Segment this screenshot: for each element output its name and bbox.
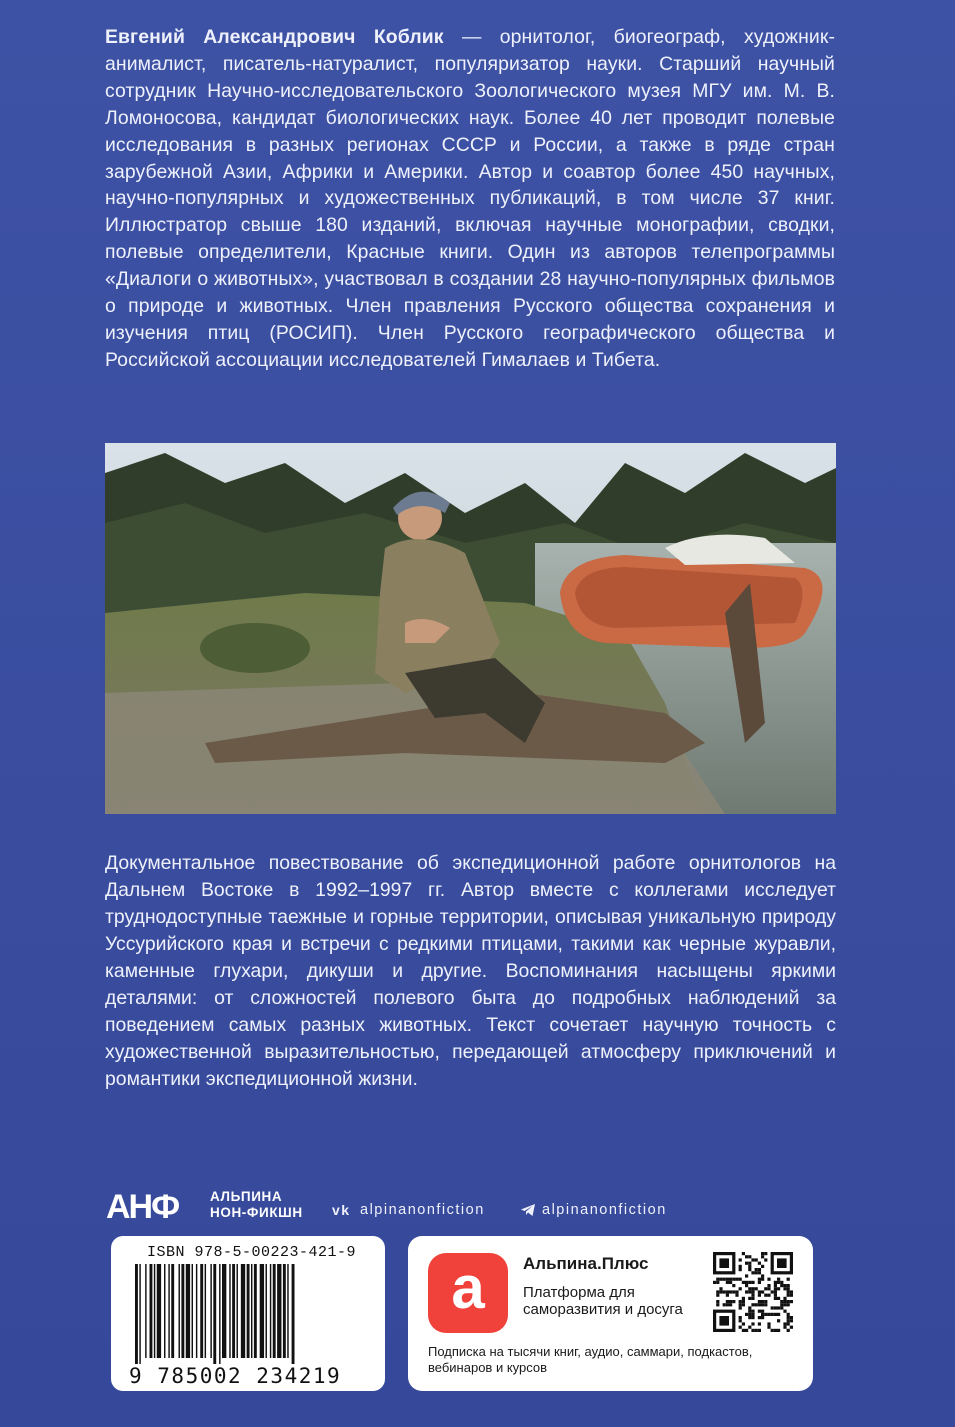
publisher-logo: АНФ <box>106 1188 179 1226</box>
isbn-barcode-box <box>111 1236 385 1391</box>
publisher-row <box>106 1186 846 1226</box>
publisher-name <box>210 1189 303 1221</box>
isbn-label: ISBN 978-5-00223-421-9 <box>147 1244 357 1261</box>
book-description: Документальное повествование об экспедиционной работе орнитологов на Дальнем Востоке в 1992–1997 гг. Автор вместе с коллегами исследует труднодоступные таежные и горные территории, описывая уникальную природу Уссурийского края и встречи с редкими птицами, такими как черные журавли, каменные глухари, дикуши и другие. Воспоминания насыщены яркими деталями: от сложностей полевого быта до подробных наблюдений за поведением самых разных животных. Текст сочетает научную точность с художественной выразительностью, передающей атмосферу приключений и романтики экспедиционной жизни. <box>105 852 836 1090</box>
alpina-plus-subtitle: Платформа для саморазвития и досуга <box>523 1284 683 1318</box>
vk-icon <box>332 1203 354 1217</box>
telegram-link[interactable] <box>520 1202 667 1218</box>
alpina-plus-note: Подписка на тысячи книг, аудио, саммари, подкастов, вебинаров и курсов <box>428 1344 753 1375</box>
author-bio-text: — орнитолог, биогеограф, художник-анималист, писатель-натуралист, популяризатор науки. Старший научный сотрудник Научно-исследовательского Зоологического музея МГУ им. М. В. Ломоносова, кандидат биологических наук. Более 40 лет проводит полевые исследования в разных регионах СССР и России, а также в ряде стран зарубежной Азии, Африки и Америки. Автор и соавтор более 450 научных, научно-популярных и художественных публикаций, в том числе 37 книг. Иллюстратор свыше 180 изданий, включая научные монографии, сводки, полевые определители, Красные книги. Один из авторов телепрограммы «Диалоги о животных», участвовал в создании 28 научно-популярных фильмов о природе и животных. Член правления Русского общества сохранения и изучения птиц (РОСИП). Член Русского географического общества и Российской ассоциации исследователей Гималаев и Тибета. <box>105 26 835 371</box>
publisher-name-line2: НОН-ФИКШН <box>210 1205 303 1220</box>
alpina-plus-promo <box>408 1236 813 1391</box>
barcode <box>135 1264 361 1364</box>
alpina-plus-title: Альпина.Плюс <box>523 1254 649 1273</box>
qr-code-icon[interactable] <box>713 1252 793 1332</box>
publisher-name-line1: АЛЬПИНА <box>210 1189 283 1204</box>
svg-text:vk: vk <box>332 1203 351 1217</box>
author-bio <box>105 24 835 374</box>
telegram-handle: alpinanonfiction <box>542 1202 667 1218</box>
alpina-plus-app-icon <box>428 1253 508 1333</box>
alpina-plus-icon-letter: a <box>451 1254 485 1321</box>
isbn-digits: 9 785002 234219 <box>129 1364 342 1388</box>
vk-link[interactable] <box>332 1202 485 1218</box>
author-photo <box>105 443 836 814</box>
author-name: Евгений Александрович Коблик <box>105 26 444 48</box>
telegram-icon <box>520 1203 536 1217</box>
vk-handle: alpinanonfiction <box>360 1202 485 1218</box>
